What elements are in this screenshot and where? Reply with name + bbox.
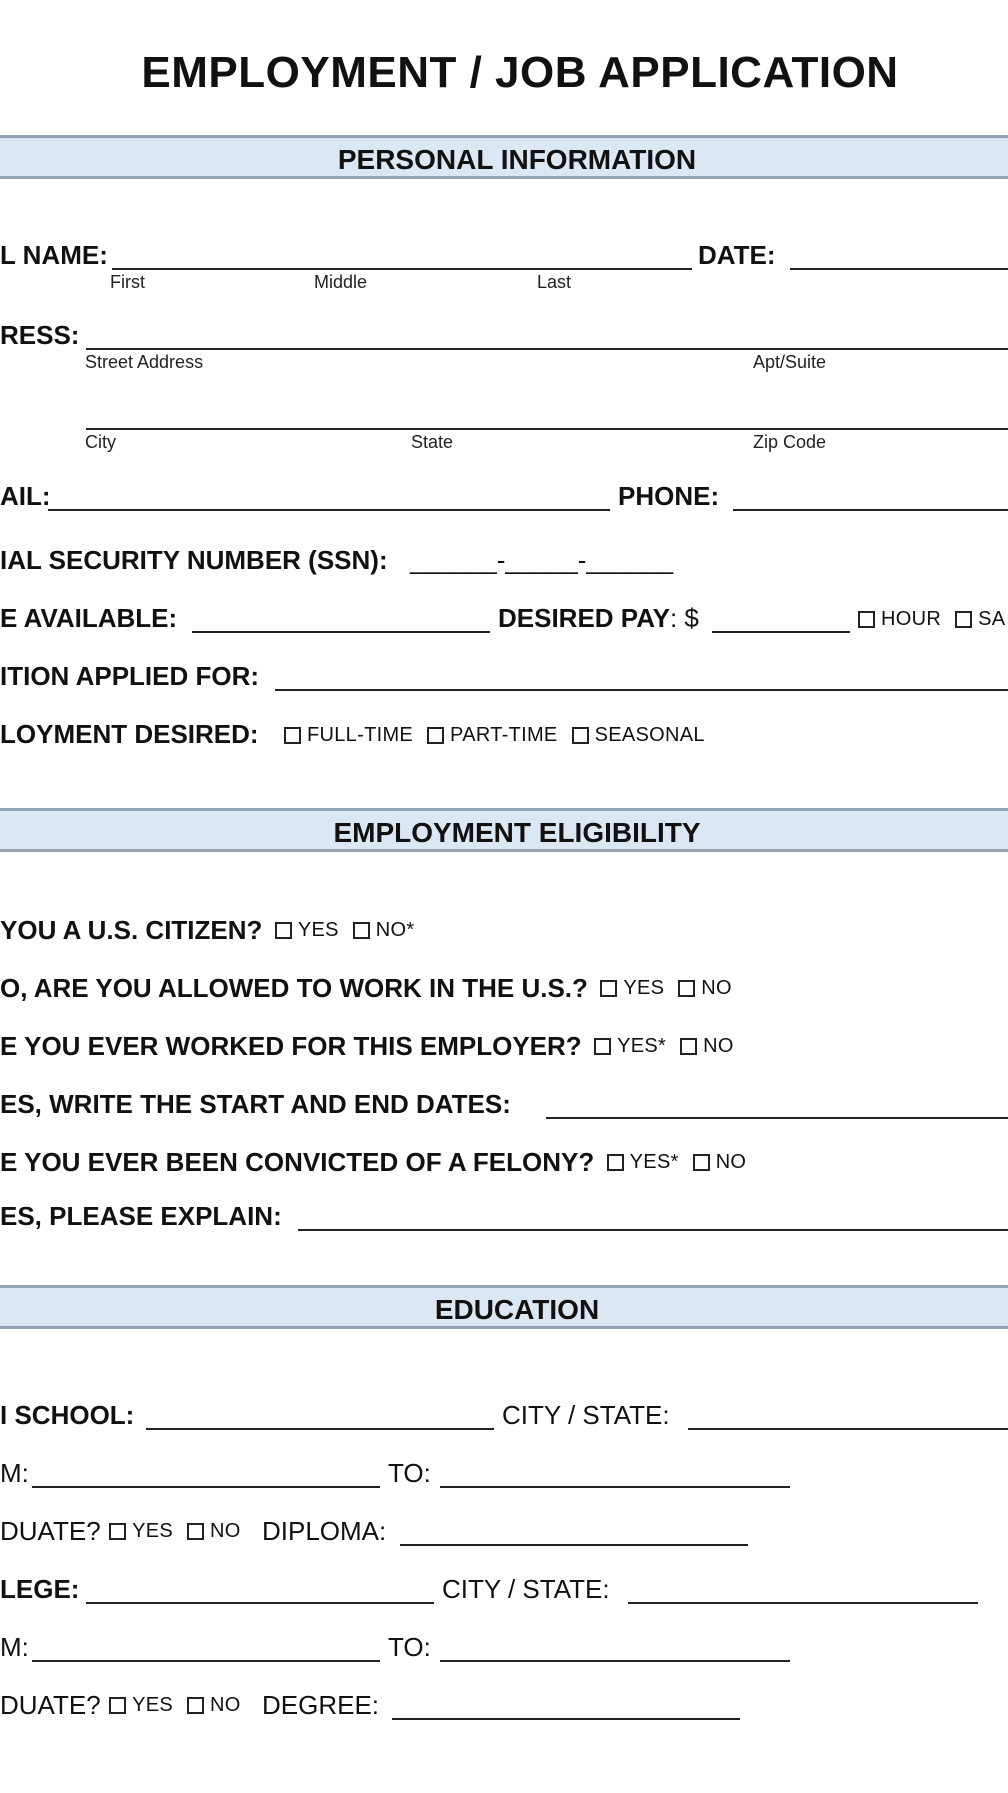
full-name-label: L NAME: <box>0 240 108 270</box>
degree-label: DEGREE: <box>262 1690 380 1720</box>
felony-question: E YOU EVER BEEN CONVICTED OF A FELONY? YES* NO <box>0 1147 747 1177</box>
position-applied-field[interactable] <box>275 689 1008 691</box>
hs-grad-yes-option[interactable]: YES <box>109 1520 173 1543</box>
date-available-field[interactable] <box>192 631 490 633</box>
college-grad-no-checkbox[interactable] <box>187 1697 204 1714</box>
college-to-field[interactable] <box>440 1660 790 1662</box>
state-sublabel: State <box>411 432 454 452</box>
college-grad-no-option[interactable]: NO <box>187 1694 241 1717</box>
seasonal-option[interactable]: SEASONAL <box>572 724 705 747</box>
hour-checkbox[interactable] <box>858 611 875 628</box>
felony-no-checkbox[interactable] <box>693 1154 710 1171</box>
street-address-field[interactable] <box>86 348 1008 350</box>
street-address-sublabel: Street Address <box>85 352 204 372</box>
citizen-question: YOU A U.S. CITIZEN? YES NO* <box>0 915 415 945</box>
ssn-field[interactable]: ______-_____-______ <box>410 545 674 575</box>
college-from-label: M: <box>0 1632 29 1662</box>
work-allowed-question: O, ARE YOU ALLOWED TO WORK IN THE U.S.? YES NO <box>0 973 732 1003</box>
citizen-no-option[interactable]: NO* <box>353 919 415 942</box>
full-name-field[interactable] <box>112 268 692 270</box>
worked-before-yes-option[interactable]: YES* <box>594 1035 666 1058</box>
hs-grad-yes-checkbox[interactable] <box>109 1523 126 1540</box>
felony-no-option[interactable]: NO <box>693 1151 747 1174</box>
hs-graduate-row: DUATE? YES NO <box>0 1516 241 1546</box>
diploma-field[interactable] <box>400 1544 748 1546</box>
email-label: AIL: <box>0 481 51 511</box>
hs-to-label: TO: <box>388 1458 431 1488</box>
employment-desired-options <box>284 724 719 749</box>
degree-field[interactable] <box>392 1718 740 1720</box>
work-allowed-no-checkbox[interactable] <box>678 980 695 997</box>
work-allowed-yes-option[interactable]: YES <box>600 977 664 1000</box>
last-sublabel: Last <box>537 272 572 292</box>
date-available-label: E AVAILABLE: <box>0 603 178 633</box>
salary-checkbox[interactable] <box>955 611 972 628</box>
explain-field[interactable] <box>298 1229 1008 1231</box>
college-field[interactable] <box>86 1602 434 1604</box>
phone-label: PHONE: <box>618 481 720 511</box>
college-city-state-field[interactable] <box>628 1602 978 1604</box>
college-grad-yes-option[interactable]: YES <box>109 1694 173 1717</box>
middle-sublabel: Middle <box>314 272 368 292</box>
part-time-checkbox[interactable] <box>427 727 444 744</box>
ssn-label: IAL SECURITY NUMBER (SSN): <box>0 545 388 575</box>
college-label: LEGE: <box>0 1574 80 1604</box>
desired-pay-field[interactable] <box>712 631 850 633</box>
explain-label: ES, PLEASE EXPLAIN: <box>0 1201 282 1231</box>
education-header: EDUCATION <box>0 1285 1008 1329</box>
employment-desired-label: LOYMENT DESIRED: <box>0 719 259 749</box>
hs-to-field[interactable] <box>440 1486 790 1488</box>
work-allowed-yes-checkbox[interactable] <box>600 980 617 997</box>
start-end-dates-label: ES, WRITE THE START AND END DATES: <box>0 1089 511 1119</box>
date-label: DATE: <box>698 240 776 270</box>
salary-option[interactable]: SA <box>955 608 1005 631</box>
felony-yes-checkbox[interactable] <box>607 1154 624 1171</box>
high-school-label: I SCHOOL: <box>0 1400 135 1430</box>
part-time-option[interactable]: PART-TIME <box>427 724 558 747</box>
hs-grad-no-option[interactable]: NO <box>187 1520 241 1543</box>
college-graduate-row: DUATE? YES NO <box>0 1690 241 1720</box>
email-field[interactable] <box>48 509 610 511</box>
diploma-label: DIPLOMA: <box>262 1516 387 1546</box>
city-sublabel: City <box>85 432 116 452</box>
pay-period-options <box>858 608 1008 633</box>
college-to-label: TO: <box>388 1632 431 1662</box>
address-label: RESS: <box>0 320 80 350</box>
date-field[interactable] <box>790 268 1008 270</box>
worked-before-no-option[interactable]: NO <box>680 1035 734 1058</box>
citizen-yes-checkbox[interactable] <box>275 922 292 939</box>
city-state-zip-field[interactable] <box>86 428 1008 430</box>
college-city-state-label: CITY / STATE: <box>442 1574 610 1604</box>
desired-pay-label: DESIRED PAY: $ <box>498 603 699 633</box>
hour-option[interactable]: HOUR <box>858 608 941 631</box>
hs-grad-no-checkbox[interactable] <box>187 1523 204 1540</box>
employment-eligibility-header: EMPLOYMENT ELIGIBILITY <box>0 808 1008 852</box>
worked-before-question: E YOU EVER WORKED FOR THIS EMPLOYER? YES* NO <box>0 1031 734 1061</box>
personal-info-header: PERSONAL INFORMATION <box>0 135 1008 179</box>
full-time-option[interactable]: FULL-TIME <box>284 724 413 747</box>
work-allowed-no-option[interactable]: NO <box>678 977 732 1000</box>
hs-from-label: M: <box>0 1458 29 1488</box>
position-applied-label: ITION APPLIED FOR: <box>0 661 260 691</box>
start-end-dates-field[interactable] <box>546 1117 1008 1119</box>
hs-city-state-field[interactable] <box>688 1428 1008 1430</box>
citizen-yes-option[interactable]: YES <box>275 919 339 942</box>
apt-suite-sublabel: Apt/Suite <box>753 352 827 372</box>
citizen-no-checkbox[interactable] <box>353 922 370 939</box>
first-sublabel: First <box>110 272 145 292</box>
worked-before-yes-checkbox[interactable] <box>594 1038 611 1055</box>
college-from-field[interactable] <box>32 1660 380 1662</box>
phone-field[interactable] <box>733 509 1008 511</box>
high-school-field[interactable] <box>146 1428 494 1430</box>
hs-from-field[interactable] <box>32 1486 380 1488</box>
form-title: EMPLOYMENT / JOB APPLICATION <box>141 48 899 97</box>
zip-code-sublabel: Zip Code <box>753 432 827 452</box>
college-grad-yes-checkbox[interactable] <box>109 1697 126 1714</box>
seasonal-checkbox[interactable] <box>572 727 589 744</box>
felony-yes-option[interactable]: YES* <box>607 1151 679 1174</box>
full-time-checkbox[interactable] <box>284 727 301 744</box>
hs-city-state-label: CITY / STATE: <box>502 1400 670 1430</box>
worked-before-no-checkbox[interactable] <box>680 1038 697 1055</box>
